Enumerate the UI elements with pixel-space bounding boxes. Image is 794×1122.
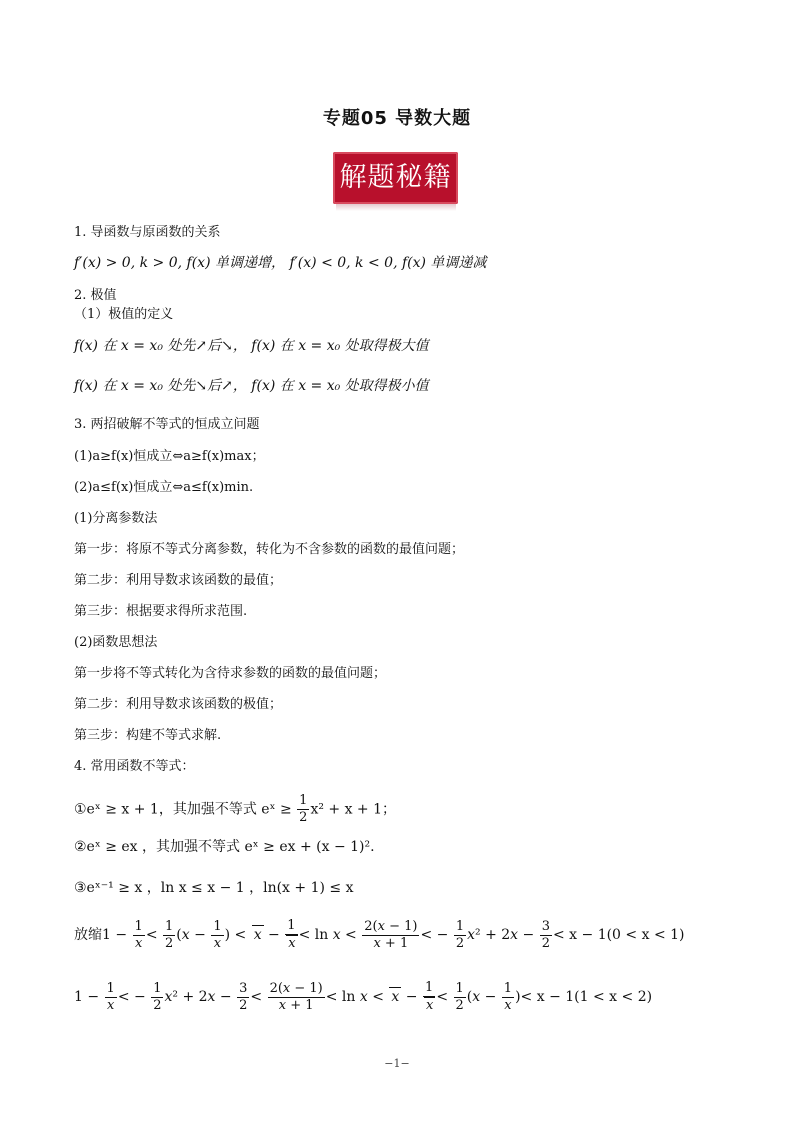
inequality-3: ③eˣ⁻¹ ≥ x ，ln x ≤ x − 1 ，ln(x + 1) ≤ x <box>74 880 354 896</box>
section-1-heading: 1. 导函数与原函数的关系 <box>74 225 221 240</box>
scaling-range-1: < x − 1(0 < x < 1) <box>552 927 685 943</box>
stamp-shadow <box>336 204 456 211</box>
inequality-1-left: ①eˣ ≥ x + 1 <box>74 801 159 818</box>
section-2-heading: 2. 极值 <box>74 288 117 303</box>
method-line-3: (1)分离参数法 <box>74 511 158 526</box>
page-number: −1− <box>384 1057 410 1070</box>
scaling-label: 放缩 <box>74 927 102 943</box>
section-4-heading: 4. 常用函数不等式： <box>74 759 195 774</box>
method-line-4: 第一步：将原不等式分离参数，转化为不含参数的函数的最值问题； <box>74 542 465 557</box>
method-line-10: 第三步：构建不等式求解. <box>74 728 222 743</box>
fraction-one-half: $\frac{1}{2}$ <box>299 793 308 825</box>
section-1-formula: f′(x) > 0, k > 0, f(x) 单调递增， f′(x) < 0, k < 0, f(x) 单调递减 <box>74 255 487 271</box>
method-line-6: 第三步：根据要求得所求范围. <box>74 604 248 619</box>
minimum-definition: f(x) 在 x = x₀ 处先↘后↗， f(x) 在 x = x₀ 处取得极小值 <box>74 378 429 394</box>
section-3-heading: 3. 两招破解不等式的恒成立问题 <box>74 417 260 432</box>
inequality-1 <box>74 793 396 826</box>
method-line-1: (1)a≥f(x)恒成立⇔a≥f(x)max； <box>74 449 265 464</box>
maximum-definition: f(x) 在 x = x₀ 处先↗后↘， f(x) 在 x = x₀ 处取得极大值 <box>74 338 429 354</box>
section-2-subheading: （1）极值的定义 <box>74 307 174 322</box>
scaling-chain-1: 放缩1 − $\frac{1}{x}$ < $\frac{1}{2}$ (x − $\frac{1}{x}$ ) < x − $\frac{1}{x}$ < ln x < $\frac{2(x - 1)}{x + 1}$ < − $\frac{1}{2}$ x² + 2x − $\frac{3}{2}$ < x − 1(0 < x < 1) <box>74 918 685 951</box>
scaling-range-2: < x − 1(1 < x < 2) <box>520 989 653 1005</box>
page-title: 专题05 导数大题 <box>322 108 472 129</box>
inequality-1-middle: ，其加强不等式 eˣ ≥ <box>158 801 292 818</box>
method-line-7: (2)函数思想法 <box>74 635 158 650</box>
method-line-9: 第二步：利用导数求该函数的极值； <box>74 697 283 712</box>
method-line-8: 第一步将不等式转化为含待求参数的函数的最值问题； <box>74 666 387 681</box>
inequality-2: ②eˣ ≥ ex ，其加强不等式 eˣ ≥ ex + (x − 1)². <box>74 839 375 855</box>
section-stamp <box>333 152 458 204</box>
method-line-2: (2)a≤f(x)恒成立⇔a≤f(x)min. <box>74 480 254 495</box>
scaling-chain-2: 1 − $\frac{1}{x}$ < − $\frac{1}{2}$ x² + 2x − $\frac{3}{2}$ < $\frac{2(x - 1)}{x + 1}$ < ln x < x − $\frac{1}{x}$ < $\frac{1}{2}$ (x − $\frac{1}{x}$ )< x − 1(1 < x < 2) <box>74 980 653 1013</box>
inequality-1-right: x² + x + 1； <box>310 801 397 818</box>
stamp-text: 解题秘籍 <box>339 162 452 193</box>
method-line-5: 第二步：利用导数求该函数的最值； <box>74 573 283 588</box>
